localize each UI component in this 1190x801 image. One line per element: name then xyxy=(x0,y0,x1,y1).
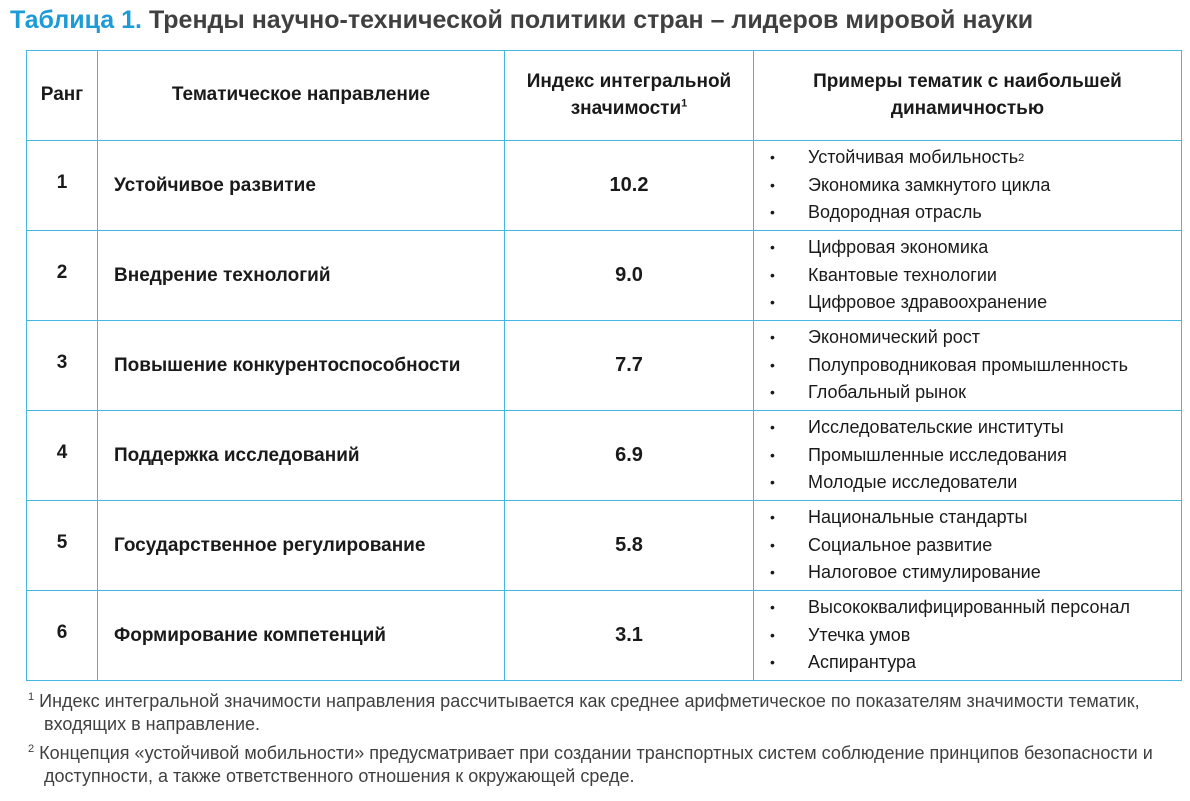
examples-list xyxy=(770,414,1181,497)
example-text: Налоговое стимулирование xyxy=(808,562,1041,583)
table-row xyxy=(27,231,1182,321)
header-index xyxy=(505,51,754,141)
example-text: Глобальный рынок xyxy=(808,382,966,403)
bullet-icon: • xyxy=(770,446,775,463)
example-text: Экономика замкнутого цикла xyxy=(808,174,1051,195)
example-item xyxy=(770,649,1181,677)
table-header-row xyxy=(27,51,1182,141)
example-item xyxy=(770,532,1181,560)
examples-list xyxy=(770,324,1181,407)
table-row xyxy=(27,501,1182,591)
direction-cell: Внедрение технологий xyxy=(98,231,505,321)
bullet-icon: • xyxy=(770,356,775,373)
examples-list xyxy=(770,504,1181,587)
table-number: Таблица 1. xyxy=(10,6,142,34)
footnote xyxy=(28,690,1188,736)
example-text: Цифровая экономика xyxy=(808,237,989,258)
example-item xyxy=(770,504,1181,532)
examples-cell xyxy=(754,231,1182,321)
example-item xyxy=(770,289,1181,317)
example-item xyxy=(770,172,1181,200)
rank-cell: 3 xyxy=(27,321,98,411)
footnote-mark: 1 xyxy=(28,691,35,703)
bullet-icon: • xyxy=(770,536,775,553)
table-row xyxy=(27,321,1182,411)
example-item xyxy=(770,199,1181,227)
rank-cell: 2 xyxy=(27,231,98,321)
bullet-icon: • xyxy=(770,149,775,166)
example-text: Социальное развитие xyxy=(808,534,993,555)
footnotes xyxy=(28,690,1188,794)
footnote xyxy=(28,742,1188,788)
examples-cell xyxy=(754,501,1182,591)
example-text: Национальные стандарты xyxy=(808,507,1028,528)
header-index-footnote-mark: 1 xyxy=(681,97,688,110)
example-item xyxy=(770,414,1181,442)
header-rank: Ранг xyxy=(27,51,98,141)
table-row xyxy=(27,411,1182,501)
example-item xyxy=(770,622,1181,650)
example-text: Высококвалифицированный персонал xyxy=(808,597,1130,618)
direction-cell: Государственное регулирование xyxy=(98,501,505,591)
bullet-icon: • xyxy=(770,509,775,526)
direction-cell: Формирование компетенций xyxy=(98,591,505,681)
example-text: Водородная отрасль xyxy=(808,202,982,223)
examples-cell xyxy=(754,321,1182,411)
footnote-mark: 2 xyxy=(28,743,35,755)
example-text: Утечка умов xyxy=(808,624,911,645)
header-examples: Примеры тематик с наибольшей динамичностью xyxy=(754,51,1182,141)
example-text: Квантовые технологии xyxy=(808,264,997,285)
bullet-icon: • xyxy=(770,329,775,346)
bullet-icon: • xyxy=(770,204,775,221)
table-title-text: Тренды научно-технической политики стран – лидеров мировой науки xyxy=(148,6,1034,34)
bullet-icon: • xyxy=(770,384,775,401)
index-cell: 9.0 xyxy=(505,231,754,321)
rank-cell: 6 xyxy=(27,591,98,681)
bullet-icon: • xyxy=(770,419,775,436)
example-item xyxy=(770,324,1181,352)
bullet-icon: • xyxy=(770,474,775,491)
rank-cell: 4 xyxy=(27,411,98,501)
example-text: Устойчивая мобильность xyxy=(808,147,1019,168)
header-index-label: Индекс интегральной значимости xyxy=(526,70,732,119)
example-item xyxy=(770,442,1181,470)
index-cell: 3.1 xyxy=(505,591,754,681)
examples-list xyxy=(770,234,1181,317)
example-item xyxy=(770,379,1181,407)
example-item xyxy=(770,262,1181,290)
bullet-icon: • xyxy=(770,564,775,581)
direction-cell: Повышение конкурентоспособности xyxy=(98,321,505,411)
example-text: Промышленные исследования xyxy=(808,444,1067,465)
table-row xyxy=(27,141,1182,231)
example-text: Полупроводниковая промышленность xyxy=(808,354,1129,375)
bullet-icon: • xyxy=(770,654,775,671)
rank-cell: 5 xyxy=(27,501,98,591)
direction-cell: Устойчивое развитие xyxy=(98,141,505,231)
index-cell: 10.2 xyxy=(505,141,754,231)
example-text: Молодые исследователи xyxy=(808,472,1018,493)
example-item xyxy=(770,352,1181,380)
index-cell: 7.7 xyxy=(505,321,754,411)
rank-cell: 1 xyxy=(27,141,98,231)
example-text: Цифровое здравоохранение xyxy=(808,292,1048,313)
footnote-text: Индекс интегральной значимости направления рассчитывается как среднее арифметическое по показателям значимости тематик, входящих в направление. xyxy=(39,691,1140,734)
example-text: Исследовательские институты xyxy=(808,417,1064,438)
footnote-text: Концепция «устойчивой мобильности» предусматривает при создании транспортных систем соблюдение принципов безопасности и доступности, а также ответственного отношения к окружающей среде. xyxy=(39,743,1153,786)
index-cell: 6.9 xyxy=(505,411,754,501)
example-text: Аспирантура xyxy=(808,652,917,673)
example-item xyxy=(770,234,1181,262)
bullet-icon: • xyxy=(770,599,775,616)
bullet-icon: • xyxy=(770,626,775,643)
index-cell: 5.8 xyxy=(505,501,754,591)
header-direction: Тематическое направление xyxy=(98,51,505,141)
examples-list xyxy=(770,144,1181,227)
bullet-icon: • xyxy=(770,294,775,311)
examples-cell xyxy=(754,591,1182,681)
examples-cell xyxy=(754,141,1182,231)
table-row xyxy=(27,591,1182,681)
examples-cell xyxy=(754,411,1182,501)
examples-list xyxy=(770,594,1181,677)
example-item xyxy=(770,559,1181,587)
trends-table xyxy=(26,50,1182,681)
example-item xyxy=(770,469,1181,497)
direction-cell: Поддержка исследований xyxy=(98,411,505,501)
example-text: Экономический рост xyxy=(808,327,981,348)
example-item: • Устойчивая мобильность 2 xyxy=(770,144,1181,172)
bullet-icon: • xyxy=(770,176,775,193)
table-title xyxy=(10,6,1033,35)
bullet-icon: • xyxy=(770,239,775,256)
example-item xyxy=(770,594,1181,622)
bullet-icon: • xyxy=(770,266,775,283)
